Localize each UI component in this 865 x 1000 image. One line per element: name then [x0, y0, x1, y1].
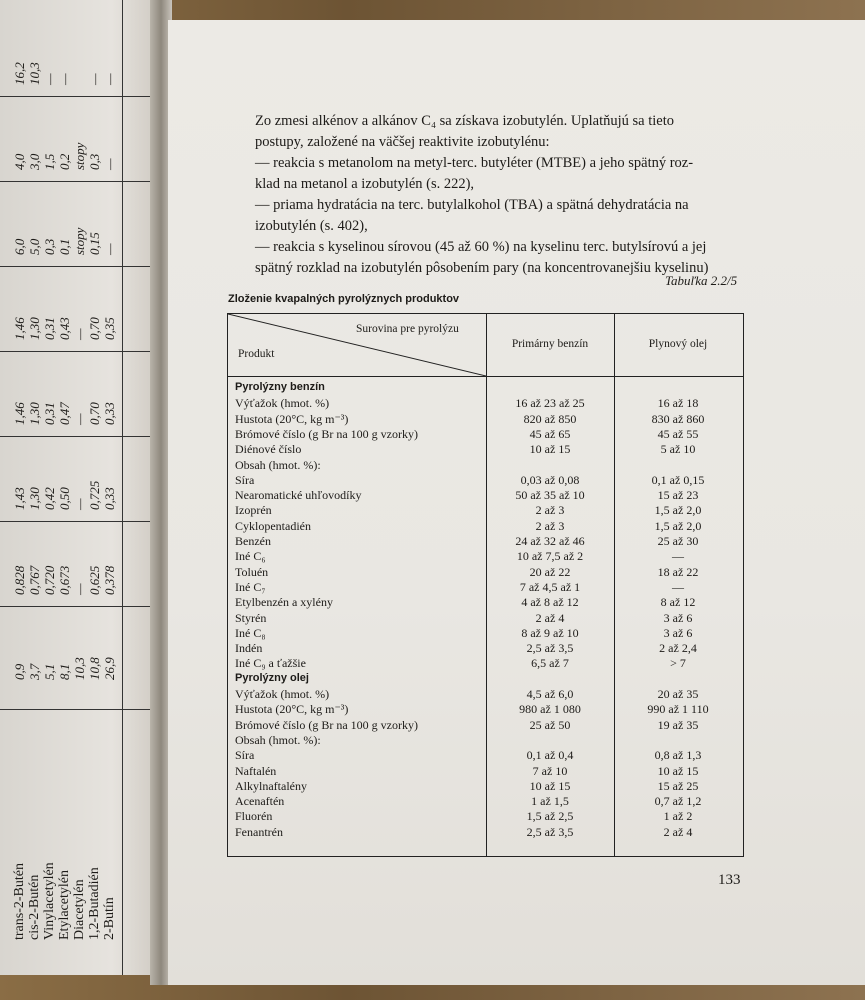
substance-name: Vinylacetylén: [42, 862, 57, 940]
row-label: Alkylnaftalény: [235, 778, 307, 793]
cell-primarny-benzin: 7 až 10: [532, 763, 568, 778]
value-cell: 0,725: [87, 480, 102, 510]
cell-plynovy-olej: 1,5 až 2,0: [654, 503, 702, 518]
value-cell: —: [87, 73, 102, 85]
value-cell: 16,2: [12, 62, 27, 85]
value-cell: 10,3: [72, 657, 87, 680]
cell-plynovy-olej: —: [672, 549, 684, 564]
row-label: Hustota (20°C, kg m⁻³): [235, 702, 349, 717]
cell-plynovy-olej: 990 až 1 110: [647, 702, 709, 717]
value-cell: 0,15: [87, 232, 102, 255]
header-divider: [228, 376, 743, 377]
value-cell: —: [72, 413, 87, 425]
value-cell: 8,1: [57, 663, 72, 680]
value-cell: —: [102, 73, 117, 85]
row-label: Styrén: [235, 610, 267, 625]
cell-primarny-benzin: 10 až 7,5 až 2: [516, 549, 584, 564]
cell-primarny-benzin: 2,5 až 3,5: [526, 824, 574, 839]
cell-primarny-benzin: 7 až 4,5 až 1: [519, 579, 581, 594]
value-cell: 0,673: [57, 565, 72, 595]
header-col-primarny-benzin: Primárny benzín: [511, 338, 589, 350]
value-cell: 6,0: [12, 238, 27, 255]
cell-primarny-benzin: 16 až 23 až 25: [515, 396, 585, 411]
intro-line: — priama hydratácia na terc. butylalkohol (TBA) a spätná dehydratácia na: [255, 197, 689, 213]
cell-plynovy-olej: 0,1 až 0,15: [651, 472, 705, 487]
row-label: Toluén: [235, 564, 269, 579]
intro-line: klad na metanol a izobutylén (s. 222),: [255, 176, 475, 192]
cell-plynovy-olej: 3 až 6: [663, 625, 693, 640]
row-label: Obsah (hmot. %):: [235, 732, 321, 747]
value-cell: 0,42: [42, 487, 57, 510]
value-cell: 0,1: [57, 238, 72, 255]
cell-primarny-benzin: 6,5 až 7: [531, 656, 569, 671]
row-label: Diénové číslo: [235, 442, 302, 457]
column-divider: [0, 709, 150, 710]
header-corner-top: Surovina pre pyrolýzu: [356, 323, 459, 335]
row-label: Naftalén: [235, 763, 277, 778]
value-cell: 0,35: [102, 317, 117, 340]
row-label: Fluorén: [235, 809, 273, 824]
value-cell: —: [72, 498, 87, 510]
cell-plynovy-olej: 25 až 30: [657, 534, 699, 548]
cell-plynovy-olej: 0,7 až 1,2: [654, 794, 702, 809]
row-label: Brómové číslo (g Br na 100 g vzorky): [235, 426, 418, 441]
cell-primarny-benzin: 2 až 3: [535, 518, 565, 533]
intro-line: — reakcia s kyselinou sírovou (45 až 60 %) na kyselinu terc. butylsírovú a jej: [255, 239, 707, 255]
row-label: Síra: [235, 472, 255, 487]
value-cell: 26,9: [102, 657, 117, 680]
row-label: Benzén: [235, 534, 271, 548]
cell-primarny-benzin: 50 až 35 až 10: [515, 488, 585, 503]
value-cell: 10,8: [87, 657, 102, 680]
cell-plynovy-olej: 8 až 12: [660, 595, 696, 610]
value-cell: 3,7: [27, 663, 42, 680]
cell-plynovy-olej: 19 až 35: [657, 717, 699, 732]
value-cell: 3,0: [27, 153, 42, 170]
column-divider: [0, 436, 150, 437]
substance-name: trans-2-Butén: [12, 863, 27, 940]
page-number: 133: [718, 872, 741, 888]
cell-primarny-benzin: 4,5 až 6,0: [526, 687, 574, 701]
value-cell: 0,70: [87, 317, 102, 340]
intro-line: postupy, založené na väčšej reaktivite izobutylénu:: [255, 134, 550, 150]
cell-plynovy-olej: 2 až 4: [663, 824, 693, 839]
value-cell: 1,30: [27, 487, 42, 510]
value-cell: 0,378: [102, 565, 117, 595]
value-cell: 0,33: [102, 402, 117, 425]
value-cell: 0,720: [42, 565, 57, 595]
value-cell: 0,625: [87, 565, 102, 595]
value-cell: 1,30: [27, 402, 42, 425]
intro-line: — reakcia s metanolom na metyl-terc. butyléter (MTBE) a jeho spätný roz-: [255, 155, 694, 171]
cell-plynovy-olej: 0,8 až 1,3: [654, 748, 702, 763]
value-cell: —: [72, 583, 87, 595]
cell-plynovy-olej: 5 až 10: [660, 442, 696, 457]
cell-plynovy-olej: 18 až 22: [657, 564, 699, 579]
value-cell: 1,46: [12, 317, 27, 340]
value-cell: 1,46: [12, 402, 27, 425]
value-cell: stopy: [72, 142, 87, 170]
row-label: Iné C₈: [235, 625, 266, 640]
row-label: Hustota (20°C, kg m⁻³): [235, 411, 349, 426]
cell-primarny-benzin: 820 až 850: [523, 411, 577, 426]
row-label: Fenantrén: [235, 824, 283, 839]
row-label: Síra: [235, 748, 255, 763]
row-label: Izoprén: [235, 503, 272, 518]
substance-name: cis-2-Butén: [27, 874, 42, 940]
value-cell: —: [102, 243, 117, 255]
value-cell: 0,31: [42, 402, 57, 425]
substance-name: 1,2-Butadién: [87, 867, 102, 940]
value-cell: 0,70: [87, 402, 102, 425]
value-cell: 0,47: [57, 402, 72, 425]
cell-primarny-benzin: 1 až 1,5: [531, 794, 569, 809]
cell-plynovy-olej: 1,5 až 2,0: [654, 518, 702, 533]
cell-plynovy-olej: > 7: [670, 656, 686, 671]
value-cell: 5,0: [27, 238, 42, 255]
cell-plynovy-olej: 15 až 25: [657, 778, 699, 793]
column-divider: [0, 521, 150, 522]
cell-plynovy-olej: 2 až 2,4: [659, 641, 697, 656]
intro-paragraph: [255, 111, 745, 279]
substance-name: Etylacetylén: [57, 870, 72, 940]
row-label: Iné C₉ a ťažšie: [235, 656, 306, 671]
column-divider: [0, 96, 150, 97]
value-cell: 0,3: [42, 238, 57, 255]
cell-plynovy-olej: 45 až 55: [657, 426, 699, 441]
cell-primarny-benzin: 0,03 až 0,08: [520, 472, 580, 487]
cell-primarny-benzin: 0,1 až 0,4: [526, 748, 574, 763]
cell-primarny-benzin: 10 až 15: [529, 442, 571, 457]
value-cell: 0,9: [12, 663, 27, 680]
row-label: Nearomatické uhľovodíky: [235, 488, 362, 503]
cell-primarny-benzin: 45 až 65: [529, 426, 571, 441]
cell-primarny-benzin: 980 až 1 080: [519, 702, 581, 717]
header-col-plynovy-olej: Plynový olej: [648, 338, 708, 350]
value-cell: —: [57, 73, 72, 85]
cell-primarny-benzin: 8 až 9 až 10: [521, 625, 579, 640]
row-label: Iné C₇: [235, 579, 266, 594]
cell-plynovy-olej: 10 až 15: [657, 763, 699, 778]
substance-name: Diacetylén: [72, 879, 87, 940]
row-label: Brómové číslo (g Br na 100 g vzorky): [235, 717, 418, 732]
cell-primarny-benzin: 20 až 22: [529, 564, 571, 579]
value-cell: 0,43: [57, 317, 72, 340]
cell-primarny-benzin: 2,5 až 3,5: [526, 641, 574, 656]
value-cell: 0,767: [27, 565, 42, 595]
data-table: [227, 313, 744, 857]
header-corner-bottom: Produkt: [238, 348, 275, 360]
value-cell: 0,2: [57, 153, 72, 170]
value-cell: —: [102, 158, 117, 170]
cell-primarny-benzin: 1,5 až 2,5: [526, 809, 574, 824]
row-label: Etylbenzén a xylény: [235, 595, 333, 610]
cell-plynovy-olej: 16 až 18: [657, 396, 699, 411]
value-cell: stopy: [72, 227, 87, 255]
value-cell: 0,31: [42, 317, 57, 340]
cell-plynovy-olej: —: [672, 579, 684, 594]
column-divider: [0, 351, 150, 352]
value-cell: 0,828: [12, 565, 27, 595]
column-divider: [0, 266, 150, 267]
rotated-table: [0, 0, 150, 975]
row-label: Pyrolýzny olej: [235, 671, 309, 684]
row-label: Výťažok (hmot. %): [235, 687, 330, 701]
table-caption: Zloženie kvapalných pyrolýznych produktov: [228, 293, 460, 305]
cell-plynovy-olej: 1 až 2: [663, 809, 693, 824]
column-divider: [0, 181, 150, 182]
row-label: Pyrolýzny benzín: [235, 381, 325, 393]
value-cell: 0,3: [87, 153, 102, 170]
left-page: [0, 0, 160, 975]
value-cell: 10,3: [27, 62, 42, 85]
cell-plynovy-olej: 830 až 860: [651, 411, 705, 426]
row-label: Cyklopentadién: [235, 518, 311, 533]
row-label: Indén: [235, 641, 263, 656]
value-cell: 1,5: [42, 153, 57, 170]
cell-primarny-benzin: 2 až 3: [535, 503, 565, 518]
value-cell: 0,33: [102, 487, 117, 510]
column-divider: [0, 606, 150, 607]
intro-line: izobutylén (s. 402),: [255, 218, 368, 234]
row-label: Obsah (hmot. %):: [235, 457, 321, 472]
cell-plynovy-olej: 20 až 35: [657, 687, 699, 701]
intro-line: Zo zmesi alkénov a alkánov C₄ sa získava izobutylén. Uplatňujú sa tieto: [255, 113, 674, 129]
value-cell: 1,43: [12, 487, 27, 510]
table-reference: Tabuľka 2.2/5: [665, 273, 738, 288]
value-cell: 1,30: [27, 317, 42, 340]
value-cell: 4,0: [12, 153, 27, 170]
value-cell: 5,1: [42, 663, 57, 680]
value-cell: 0,50: [57, 487, 72, 510]
cell-primarny-benzin: 2 až 4: [535, 610, 565, 625]
table-rule: [122, 0, 123, 975]
cell-plynovy-olej: 15 až 23: [657, 488, 699, 503]
cell-primarny-benzin: 25 až 50: [529, 717, 571, 732]
substance-name: 2-Butín: [102, 897, 117, 940]
cell-primarny-benzin: 24 až 32 až 46: [515, 534, 585, 548]
intro-line: spätný rozklad na izobutylén pôsobením pary (na koncentrovanejšiu kyselinu): [255, 260, 709, 276]
row-label: Výťažok (hmot. %): [235, 396, 330, 411]
cell-plynovy-olej: 3 až 6: [663, 610, 693, 625]
value-cell: —: [42, 73, 57, 85]
cell-primarny-benzin: 10 až 15: [529, 778, 571, 793]
cell-primarny-benzin: 4 až 8 až 12: [521, 595, 579, 610]
value-cell: —: [72, 328, 87, 340]
row-label: Acenaftén: [235, 794, 285, 809]
row-label: Iné C₆: [235, 549, 266, 564]
